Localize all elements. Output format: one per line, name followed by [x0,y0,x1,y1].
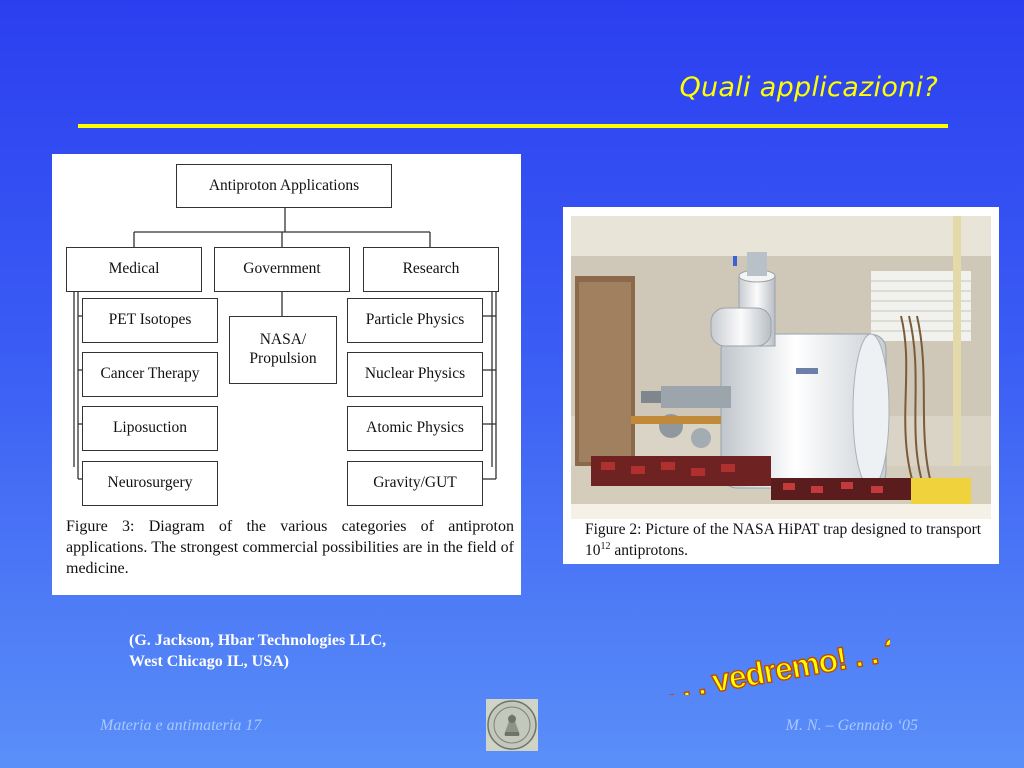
title-underline [78,124,948,128]
antiproton-applications-diagram [52,154,521,595]
figure2-caption [585,520,995,561]
footer-course: Materia e antimateria 17 [100,717,262,734]
figure3-caption: Figure 3: Diagram of the various categories of antiproton applications. The strongest commercial possibilities are in the field of medicine. [66,518,514,577]
vedremo-text: . . . vedremo! . . ? [662,629,890,695]
category-government: Government [214,247,350,292]
government-item [229,316,337,384]
university-seal-icon [486,699,538,751]
medical-item: Liposuction [82,406,218,451]
government-item-line2: Propulsion [249,350,317,367]
medical-item: PET Isotopes [82,298,218,343]
category-research: Research [363,247,499,292]
hipat-photo-panel [563,207,999,564]
research-item: Gravity/GUT [347,461,483,506]
hipat-trap-photo [571,216,991,519]
figure2-caption-suffix: antiprotons. [610,542,688,560]
vedremo-wordart [650,620,890,700]
medical-item: Cancer Therapy [82,352,218,397]
source-credit [129,630,386,673]
category-medical: Medical [66,247,202,292]
figure2-caption-prefix: Figure 2: Picture of the NASA HiPAT trap designed to transport 10 [585,521,982,560]
root-node: Antiproton Applications [176,164,392,208]
medical-item: Neurosurgery [82,461,218,506]
figure2-caption-exponent: 12 [600,541,611,553]
source-credit-line1: (G. Jackson, Hbar Technologies LLC, [129,632,387,649]
footer-author-date: M. N. – Gennaio ‘05 [785,717,918,734]
government-item-line1: NASA/ [259,331,307,349]
slide-title: Quali applicazioni? [679,72,938,103]
research-item: Nuclear Physics [347,352,483,397]
research-item: Particle Physics [347,298,483,343]
source-credit-line2: West Chicago IL, USA) [129,653,290,671]
research-item: Atomic Physics [347,406,483,451]
